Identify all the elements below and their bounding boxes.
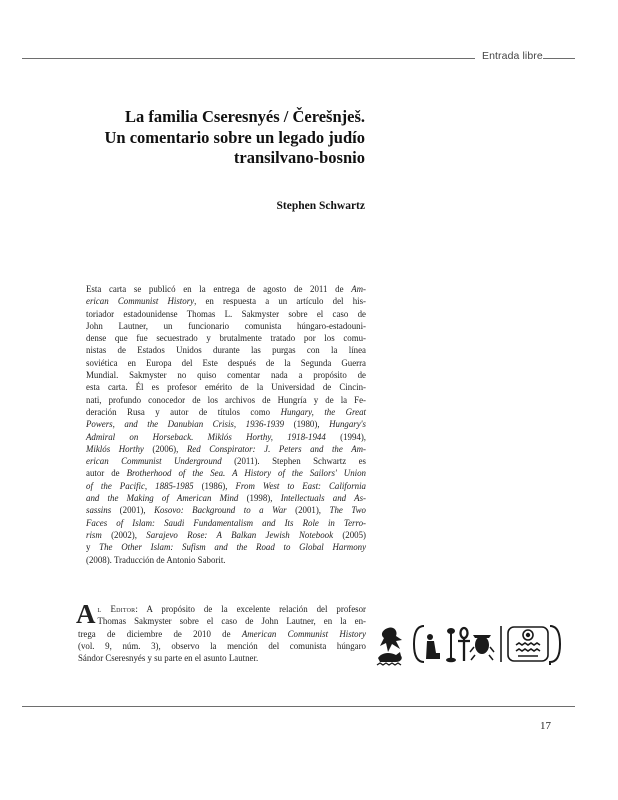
text-run: (2001), [111, 505, 155, 516]
seated-figure-glyph [426, 634, 440, 659]
text-run: (1998), [238, 493, 281, 504]
text-run: (1980), [284, 419, 330, 430]
italic-title: Miklós Horthy [86, 443, 144, 454]
article-abstract [86, 283, 366, 566]
text-line [86, 443, 366, 455]
italic-title: From West to East: California [235, 480, 366, 491]
text-line [86, 320, 366, 332]
header-rule-left [22, 58, 475, 59]
text-run: toriador estadounidense Thomas L. Sakmyster sobre el caso de [86, 308, 366, 319]
italic-title: Sarajevo Rose: A Balkan Jewish Notebook [146, 529, 334, 540]
cartouche-left-frame [414, 626, 424, 662]
text-line [86, 344, 366, 356]
text-line [86, 517, 366, 529]
italic-title: Am- [351, 284, 366, 294]
text-line [86, 394, 366, 406]
text-run: nati, profundo conocedor de los archivos de Hungría y de la Fe- [86, 394, 366, 405]
italic-title: Kosovo: Background to a War [154, 505, 287, 516]
text-run: (1994), [325, 431, 366, 442]
text-line [86, 381, 366, 393]
text-run: John Lautner, un funcionario comunista húngaro-estadouni- [86, 320, 366, 331]
text-run: , en respuesta a un artículo del his- [194, 296, 367, 307]
italic-title: sassins [86, 505, 112, 516]
text-line [86, 554, 366, 566]
text-run: (2005) [333, 529, 366, 540]
text-run: esta carta. Él es profesor emérito de la Universidad de Cincin- [86, 382, 366, 393]
letter-first-line: A propósito de la excelente relación del profesor [138, 604, 367, 614]
text-run: y [86, 542, 100, 553]
text-run: trega de diciembre de 2010 de [78, 628, 242, 639]
letter-salutation: l Editor: [97, 604, 139, 614]
italic-title: Brotherhood of the Sea. A History of the Sailors' Union [126, 468, 366, 479]
text-run: Esta carta se publicó en la entrega de agosto de 2011 de [86, 284, 352, 294]
text-line [78, 615, 366, 627]
text-run: Mundial. Sakmyster no quiso comentar nada a propósito de [86, 370, 366, 381]
text-run: (2001), [286, 505, 330, 516]
italic-title: Red Conspirator: J. Peters and the Am- [186, 443, 366, 454]
ankh-glyph [458, 628, 470, 661]
text-line [86, 480, 366, 492]
italic-title: Powers, and the Danubian Crisis, 1936-1939 [86, 419, 285, 430]
text-line [86, 418, 366, 430]
footer-rule [22, 706, 575, 707]
italic-title: Admiral on Horseback. Miklós Horthy, 1918-1944 [86, 431, 326, 442]
papyrus-reed-glyph [446, 628, 456, 662]
page-number: 17 [540, 720, 551, 732]
title-line: La familia Cseresnyés / Čerešnješ. [125, 107, 365, 126]
text-line [86, 504, 366, 516]
title-line: Un comentario sobre un legado judío [104, 127, 365, 147]
text-run: (2002), [101, 529, 147, 540]
italic-title: of the Pacific, 1885-1985 [86, 480, 194, 491]
text-run: nistas de Estados Unidos durante las purgas con la línea [86, 345, 366, 356]
title-line: transilvano-bosnio [233, 148, 365, 167]
sun-disc-glyph [508, 627, 548, 661]
italic-title: erican Communist History [86, 296, 195, 307]
text-line [78, 628, 366, 640]
text-line [78, 640, 366, 652]
text-run: Sándor Cseresnyés y su parte en el asunto Lautner. [78, 653, 259, 664]
text-run: (1986), [193, 480, 236, 491]
letter-body [76, 599, 367, 664]
italic-title: erican Communist Underground [86, 456, 222, 467]
text-line [86, 541, 366, 553]
text-line [78, 652, 366, 664]
text-line [86, 455, 366, 467]
cartouche-right-frame [550, 626, 560, 665]
italic-title: Faces of Islam: Saudi Fundamentalism and Its Role in Terro- [86, 517, 366, 528]
text-line [86, 492, 366, 504]
section-label: Entrada libre [482, 50, 543, 62]
text-line [86, 369, 366, 381]
text-run: dense que fue secuestrado y brutalmente tratado por los comu- [86, 333, 366, 344]
text-run: Thomas Sakmyster sobre el caso de John Lautner, en la en- [97, 616, 366, 627]
text-line [86, 295, 366, 307]
text-line [86, 332, 366, 344]
water-ripple-glyph [377, 663, 401, 665]
italic-title: rism [86, 529, 102, 540]
text-line [86, 406, 366, 418]
text-run: autor de [86, 468, 127, 479]
hieroglyph-cartouche [374, 622, 562, 666]
italic-title: and the Making of American Mind [86, 493, 239, 504]
italic-title: Hungary's [329, 419, 366, 430]
italic-title: Intellectuals and As- [280, 493, 366, 504]
text-line [86, 283, 366, 295]
falcon-glyph [380, 628, 402, 652]
text-line [86, 431, 366, 443]
italic-title: American Communist History [241, 628, 366, 639]
hare-glyph [378, 652, 402, 662]
text-run: soviética en Europa del Este después de la Segunda Guerra [86, 357, 366, 368]
italic-title: The Two [329, 505, 366, 516]
text-line [86, 467, 366, 479]
scarab-glyph [470, 635, 494, 660]
text-run: (2006), [143, 443, 187, 454]
drop-cap: A [76, 599, 96, 629]
text-run: (2008). Traducción de Antonio Saborit. [86, 554, 226, 565]
text-run: (vol. 9, núm. 3), observo la mención del comunista húngaro [78, 640, 366, 651]
text-line [86, 529, 366, 541]
italic-title: The Other Islam: Sufism and the Road to Global Harmony [99, 542, 367, 553]
text-run: (2011). Stephen Schwartz es [221, 456, 366, 467]
text-line [86, 308, 366, 320]
italic-title: Hungary, the Great [280, 406, 367, 417]
article-title [45, 107, 365, 169]
text-line [86, 357, 366, 369]
text-run: deración Rusa y autor de títulos como [86, 406, 281, 417]
header-rule-right [543, 58, 575, 59]
article-author: Stephen Schwartz [276, 200, 365, 212]
